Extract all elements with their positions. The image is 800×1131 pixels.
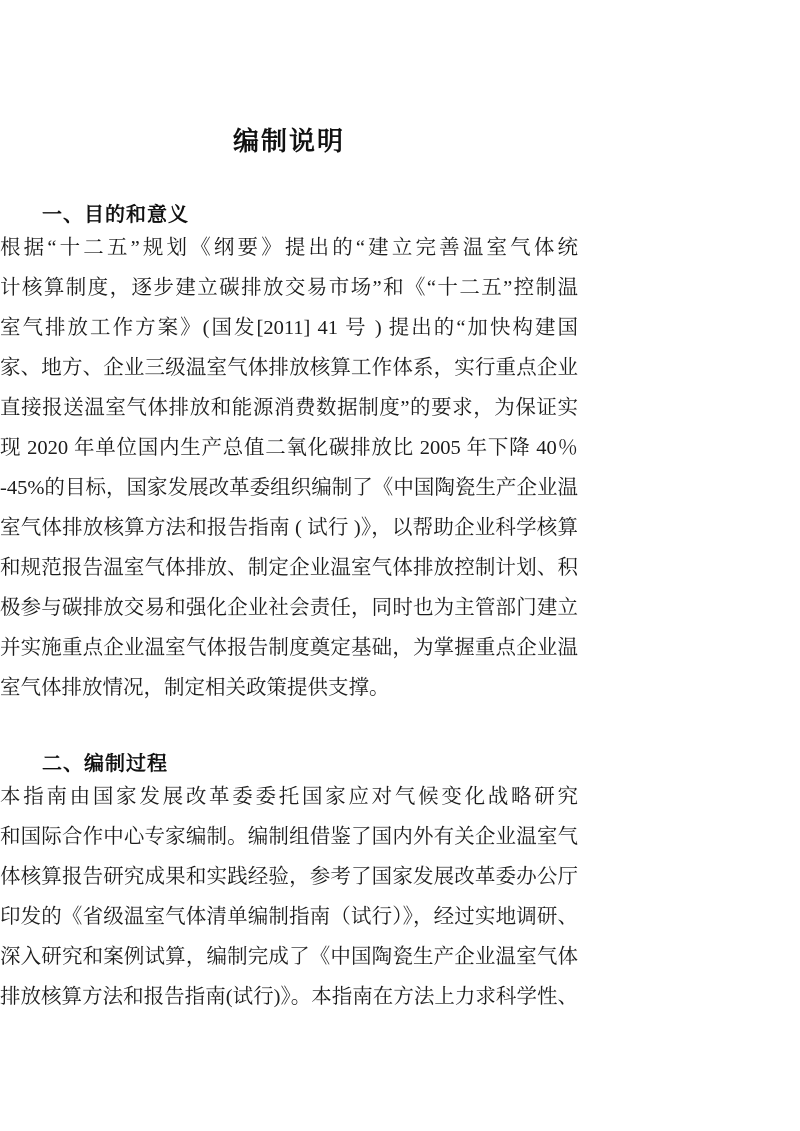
paragraph-line: 深入研究和案例试算，编制完成了《中国陶瓷生产企业温室气体: [0, 946, 578, 968]
paragraph-line: 极参与碳排放交易和强化企业社会责任，同时也为主管部门建立: [0, 597, 578, 619]
paragraph-line: 和规范报告温室气体排放、制定企业温室气体排放控制计划、积: [0, 557, 578, 579]
paragraph-line: 排放核算方法和报告指南(试行)》。本指南在方法上力求科学性、: [0, 986, 578, 1008]
paragraph-line: 印发的《省级温室气体清单编制指南（试行）》，经过实地调研、: [0, 906, 578, 928]
paragraph-line: 本指南由国家发展改革委委托国家应对气候变化战略研究: [0, 786, 578, 808]
paragraph-compilation-process: [0, 777, 578, 1017]
section-heading-purpose-and-significance: 一、目的和意义: [42, 203, 189, 226]
paragraph-line: 家、地方、企业三级温室气体排放核算工作体系，实行重点企业: [0, 357, 578, 379]
paragraph-line: 和国际合作中心专家编制。编制组借鉴了国内外有关企业温室气: [0, 826, 578, 848]
paragraph-line: -45%的目标，国家发展改革委组织编制了《中国陶瓷生产企业温: [0, 477, 578, 499]
paragraph-line: 室气排放工作方案》(国发[2011] 41 号 ) 提出的“加快构建国: [0, 317, 578, 339]
paragraph-line: 体核算报告研究成果和实践经验，参考了国家发展改革委办公厅: [0, 866, 578, 888]
paragraph-purpose-and-significance: [0, 228, 578, 708]
paragraph-line: 根据“十二五”规划《纲要》提出的“建立完善温室气体统: [0, 237, 578, 259]
paragraph-line: 室气体排放核算方法和报告指南 ( 试行 )》，以帮助企业科学核算: [0, 517, 578, 539]
paragraph-line: 现 2020 年单位国内生产总值二氧化碳排放比 2005 年下降 40％: [0, 437, 578, 459]
paragraph-line: 并实施重点企业温室气体报告制度奠定基础，为掌握重点企业温: [0, 637, 578, 659]
page-title: 编制说明: [232, 126, 345, 156]
paragraph-line: 室气体排放情况，制定相关政策提供支撑。: [0, 677, 390, 699]
paragraph-line: 计核算制度，逐步建立碳排放交易市场”和《“十二五”控制温: [0, 277, 578, 299]
paragraph-line: 直接报送温室气体排放和能源消费数据制度”的要求，为保证实: [0, 397, 578, 419]
section-heading-compilation-process: 二、编制过程: [42, 752, 168, 775]
